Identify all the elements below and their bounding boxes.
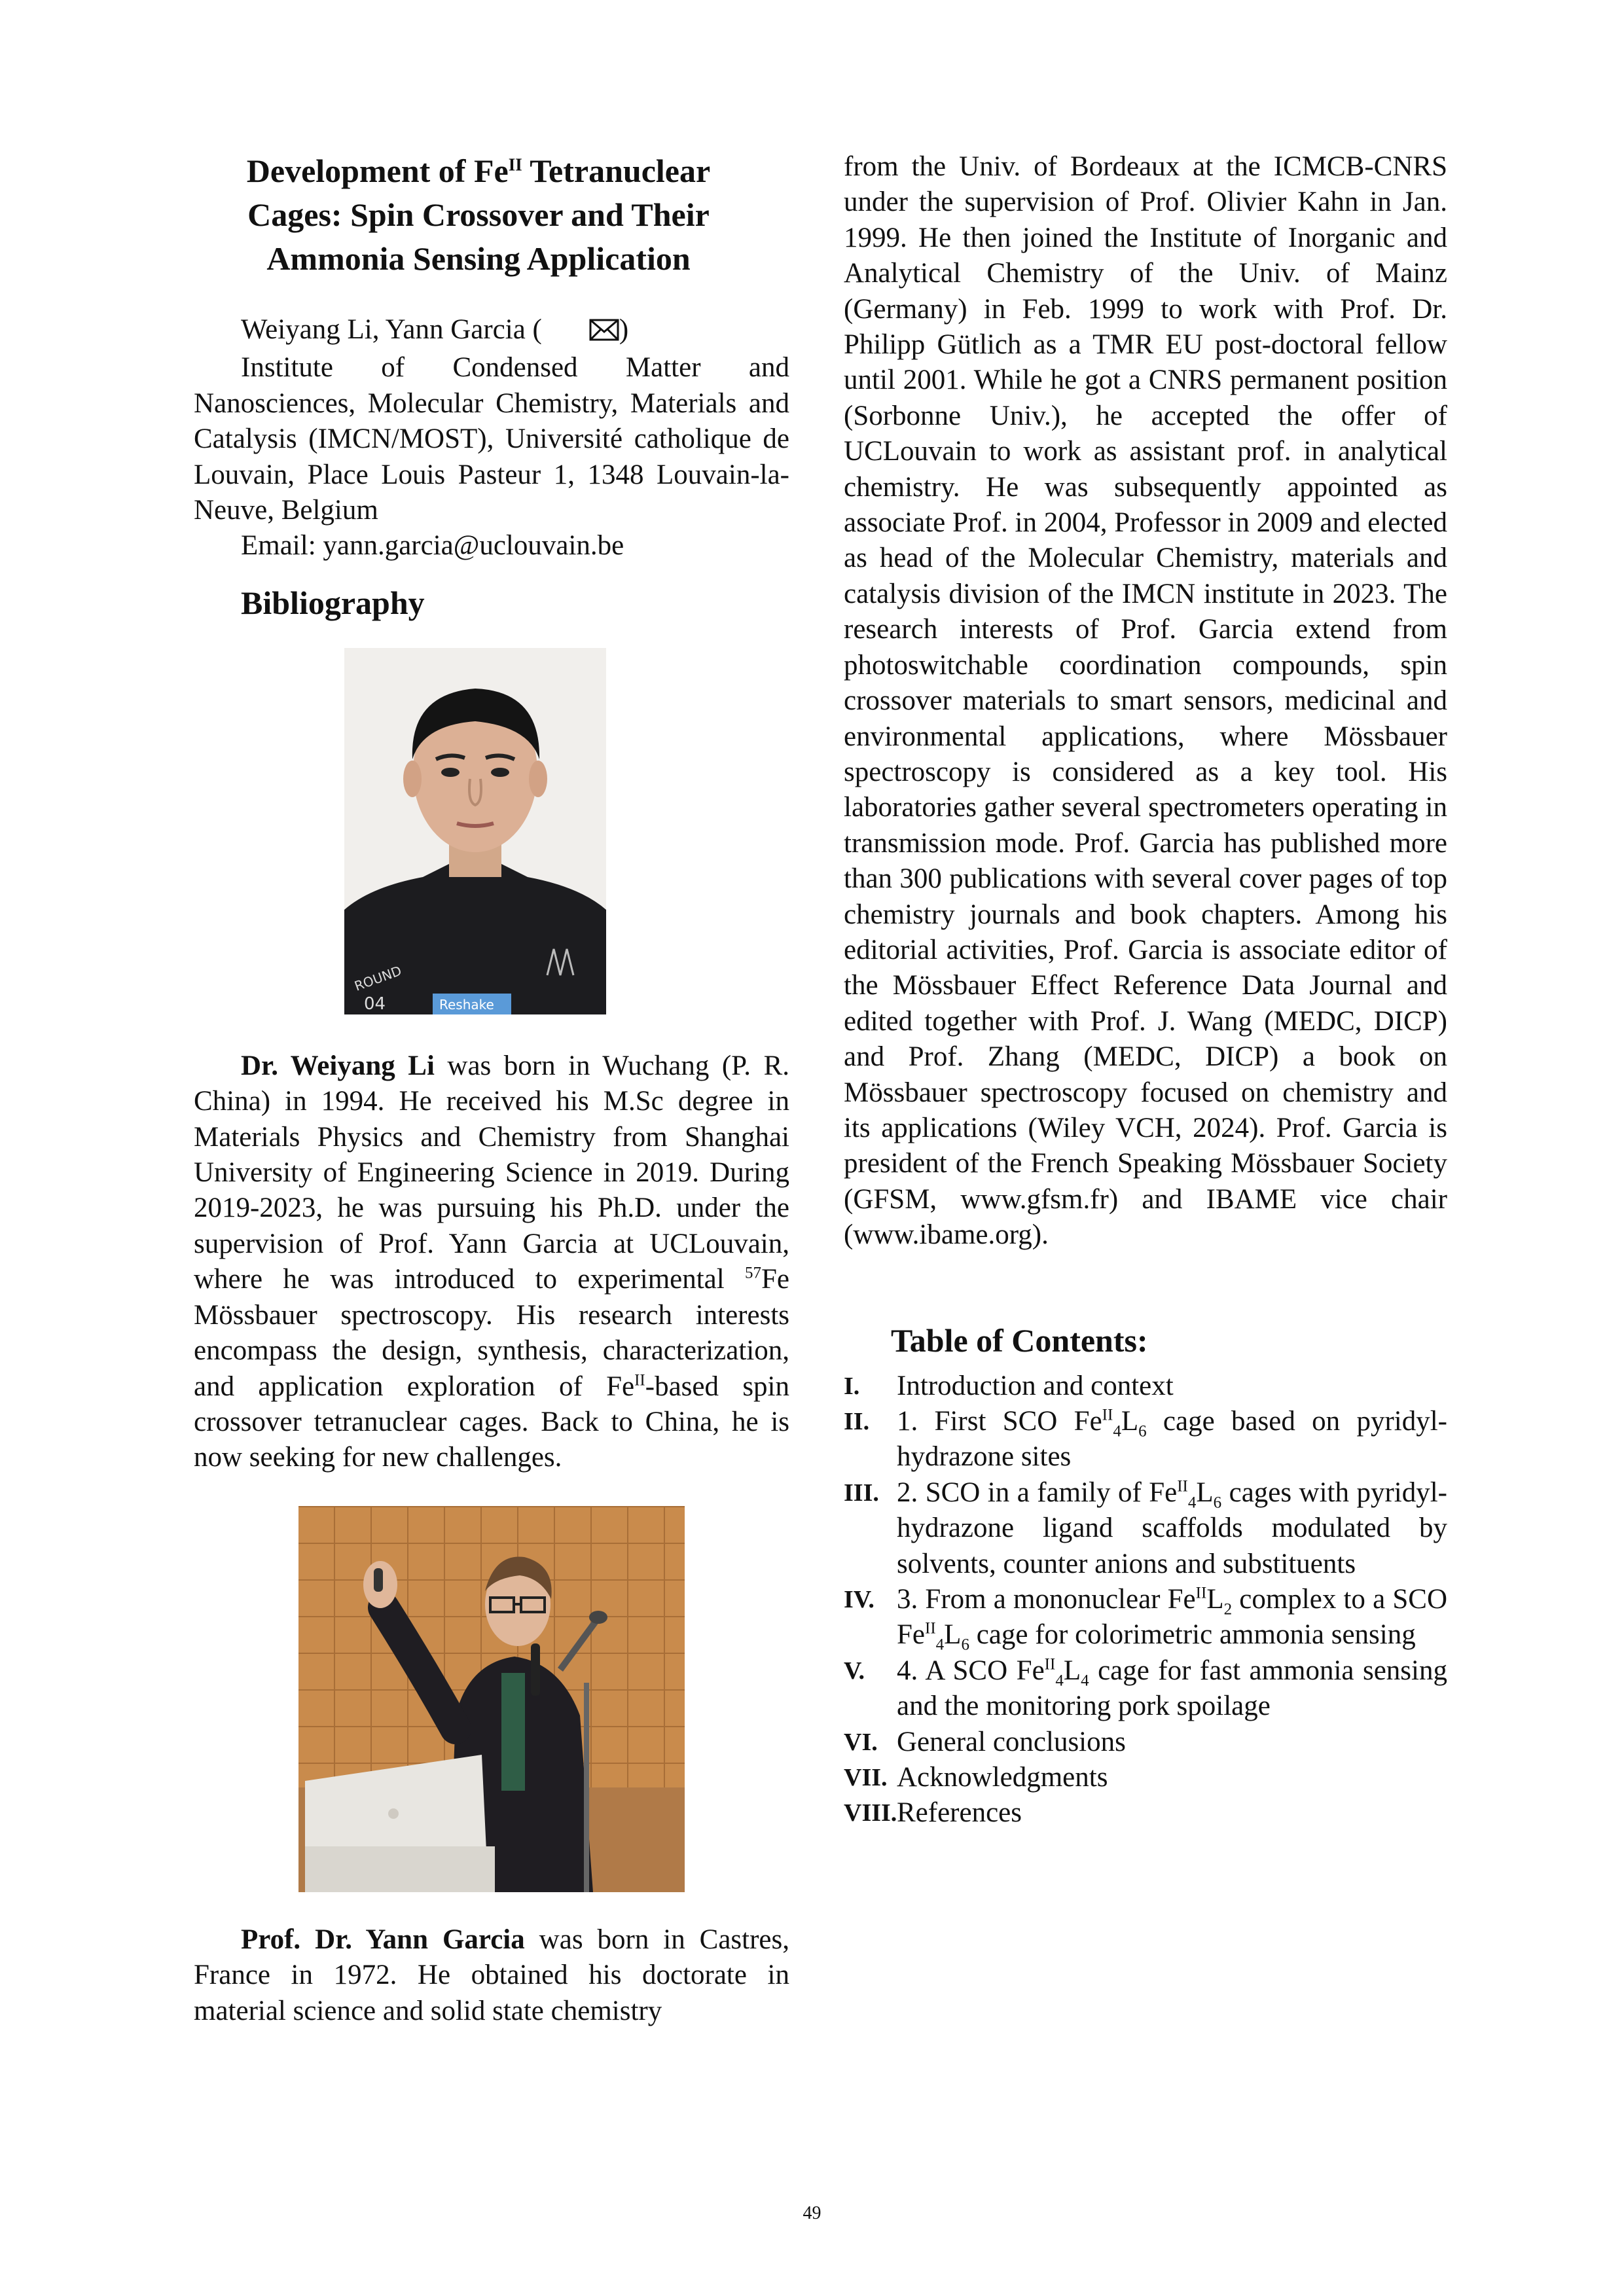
paper-title: [194, 149, 789, 281]
toc-item-1[interactable]: [844, 1369, 1447, 1404]
envelope-icon[interactable]: [542, 315, 619, 350]
table-of-contents: [844, 1321, 1447, 1831]
bio-li-sup57: 57: [745, 1264, 761, 1282]
toc-num: V.: [844, 1657, 865, 1685]
toc-item-6[interactable]: [844, 1725, 1447, 1760]
affiliation: Institute of Condensed Matter and Nanosciences, Molecular Chemistry, Materials and Catalysis (IMCN/MOST), Université catholique de Louvain, Place Louis Pasteur 1, 1348 Louvain-la-Neuve, Belgium: [194, 352, 789, 526]
author-names-close: ): [619, 314, 629, 345]
toc-text: 2. SCO in a family of $Fe^{II}_4L_6$ cages with pyridyl-hydrazone ligand scaffolds modulated by solvents, counter anions and substituents: [897, 1477, 1447, 1579]
bio-li-text3: -based spin crossover tetranuclear cages. Back to China, he is now seeking for new challenges.: [194, 1371, 790, 1473]
shirt-round-text: ROUND: [352, 962, 404, 994]
shirt-number-text: 04: [364, 994, 386, 1014]
toc-item-2[interactable]: [844, 1404, 1447, 1475]
toc-num: IV.: [844, 1586, 875, 1614]
toc-num: VI.: [844, 1728, 878, 1756]
left-column: [194, 149, 789, 2029]
author-names: Weiyang Li, Yann Garcia (: [241, 314, 542, 345]
title-line2: Cages: Spin Crossover and Their: [247, 196, 710, 233]
toc-item-7[interactable]: [844, 1760, 1447, 1795]
toc-num: VIII.: [844, 1799, 897, 1827]
toc-num: I.: [844, 1372, 860, 1400]
bio-garcia-name: Prof. Dr. Yann Garcia: [241, 1924, 525, 1955]
toc-text: Introduction and context: [897, 1370, 1174, 1401]
bio-li-text1: was born in Wuchang (P. R. China) in 1994. He received his M.Sc degree in Materials Physics and Chemistry from Shanghai University of Engineering Science in 2019. During 2019-2023, he was pursuing his Ph.D. under the supervision of Prof. Yann Garcia at UCLouvain, where he was introduced to experimental: [194, 1050, 789, 1295]
page-number: 49: [803, 2203, 821, 2223]
toc-list: [844, 1369, 1447, 1831]
bio-garcia-text-left: was born in Castres, France in 1972. He obtained his doctorate in material science and solid state chemistry: [194, 1924, 789, 2026]
toc-num: VII.: [844, 1764, 888, 1792]
title-line3: Ammonia Sensing Application: [266, 240, 691, 277]
right-column: [844, 149, 1447, 1831]
bibliography-heading: Bibliography: [241, 584, 425, 621]
toc-text: Acknowledgments: [897, 1762, 1108, 1793]
toc-text: References: [897, 1797, 1022, 1829]
toc-item-4[interactable]: [844, 1582, 1447, 1653]
bio-garcia-right: from the Univ. of Bordeaux at the ICMCB-CNRS under the supervision of Prof. Olivier Kahn in Jan. 1999. He then joined the Institute of Inorganic and Analytical Chemistry of the Univ. of Mainz (Germany) in Feb. 1999 to work with Prof. Dr. Philipp Gütlich as a TMR EU post-doctoral fellow until 2001. While he got a CNRS permanent position (Sorbonne Univ.), he accepted the offer of UCLouvain to work as assistant prof. in analytical chemistry. He was subsequently appointed as associate Prof. in 2004, Professor in 2009 and elected as head of the Molecular Chemistry, materials and catalysis division of the IMCN institute in 2023. The research interests of Prof. Garcia extend from photoswitchable coordination compounds, spin crossover materials to smart sensors, medicinal and environmental applications, where Mössbauer spectroscopy is considered as a key tool. His laboratories gather several spectrometers operating in transmission mode. Prof. Garcia has published more than 300 publications with several cover pages of top chemistry journals and book chapters. Among his editorial activities, Prof. Garcia is associate editor of the Mössbauer Effect Reference Data Journal and edited together with Prof. J. Wang (MEDC, DICP) and Prof. Zhang (MEDC, DICP) a book on Mössbauer spectroscopy focused on chemistry and its applications (Wiley VCH, 2024). Prof. Garcia is president of the French Speaking Mössbauer Society (GFSM, www.gfsm.fr) and IBAME vice chair (www.ibame.org).: [844, 151, 1447, 1251]
title-line1-end: Tetranuclear: [522, 152, 711, 189]
bio-weiyang-li: [194, 1049, 789, 1476]
toc-item-8[interactable]: [844, 1795, 1447, 1831]
author-line: [194, 312, 789, 350]
toc-text: General conclusions: [897, 1726, 1126, 1757]
title-superscript: II: [508, 154, 522, 175]
bio-li-text2: Fe Mössbauer spectroscopy. His research interests encompass the design, synthesis, characterization, and application exploration of Fe: [194, 1264, 789, 1402]
bio-li-name: Dr. Weiyang Li: [241, 1050, 435, 1081]
toc-text: 3. From a mononuclear $Fe^{II}L_2$ complex to a SCO $Fe^{II}_4L_6$ cage for colorimetric ammonia sensing: [897, 1584, 1447, 1655]
toc-num: III.: [844, 1479, 879, 1507]
toc-title: Table of Contents:: [891, 1321, 1148, 1359]
toc-num: II.: [844, 1408, 870, 1435]
bio-garcia-left: [194, 1922, 789, 2029]
photo-weiyang-li: [344, 648, 606, 1014]
photo-yann-garcia: [298, 1506, 685, 1892]
toc-text: 4. A SCO $Fe^{II}_4L_4$ cage for fast ammonia sensing and the monitoring pork spoilage: [897, 1655, 1447, 1722]
title-line1: Development of Fe: [246, 152, 509, 189]
toc-item-5[interactable]: [844, 1653, 1447, 1725]
toc-item-3[interactable]: [844, 1475, 1447, 1582]
email[interactable]: Email: yann.garcia@uclouvain.be: [241, 530, 624, 562]
toc-text: 1. First SCO $Fe^{II}_4L_6$ cage based on pyridyl-hydrazone sites: [897, 1406, 1447, 1473]
shirt-badge-text: Reshake: [439, 996, 494, 1013]
bio-li-supII: II: [634, 1371, 645, 1390]
